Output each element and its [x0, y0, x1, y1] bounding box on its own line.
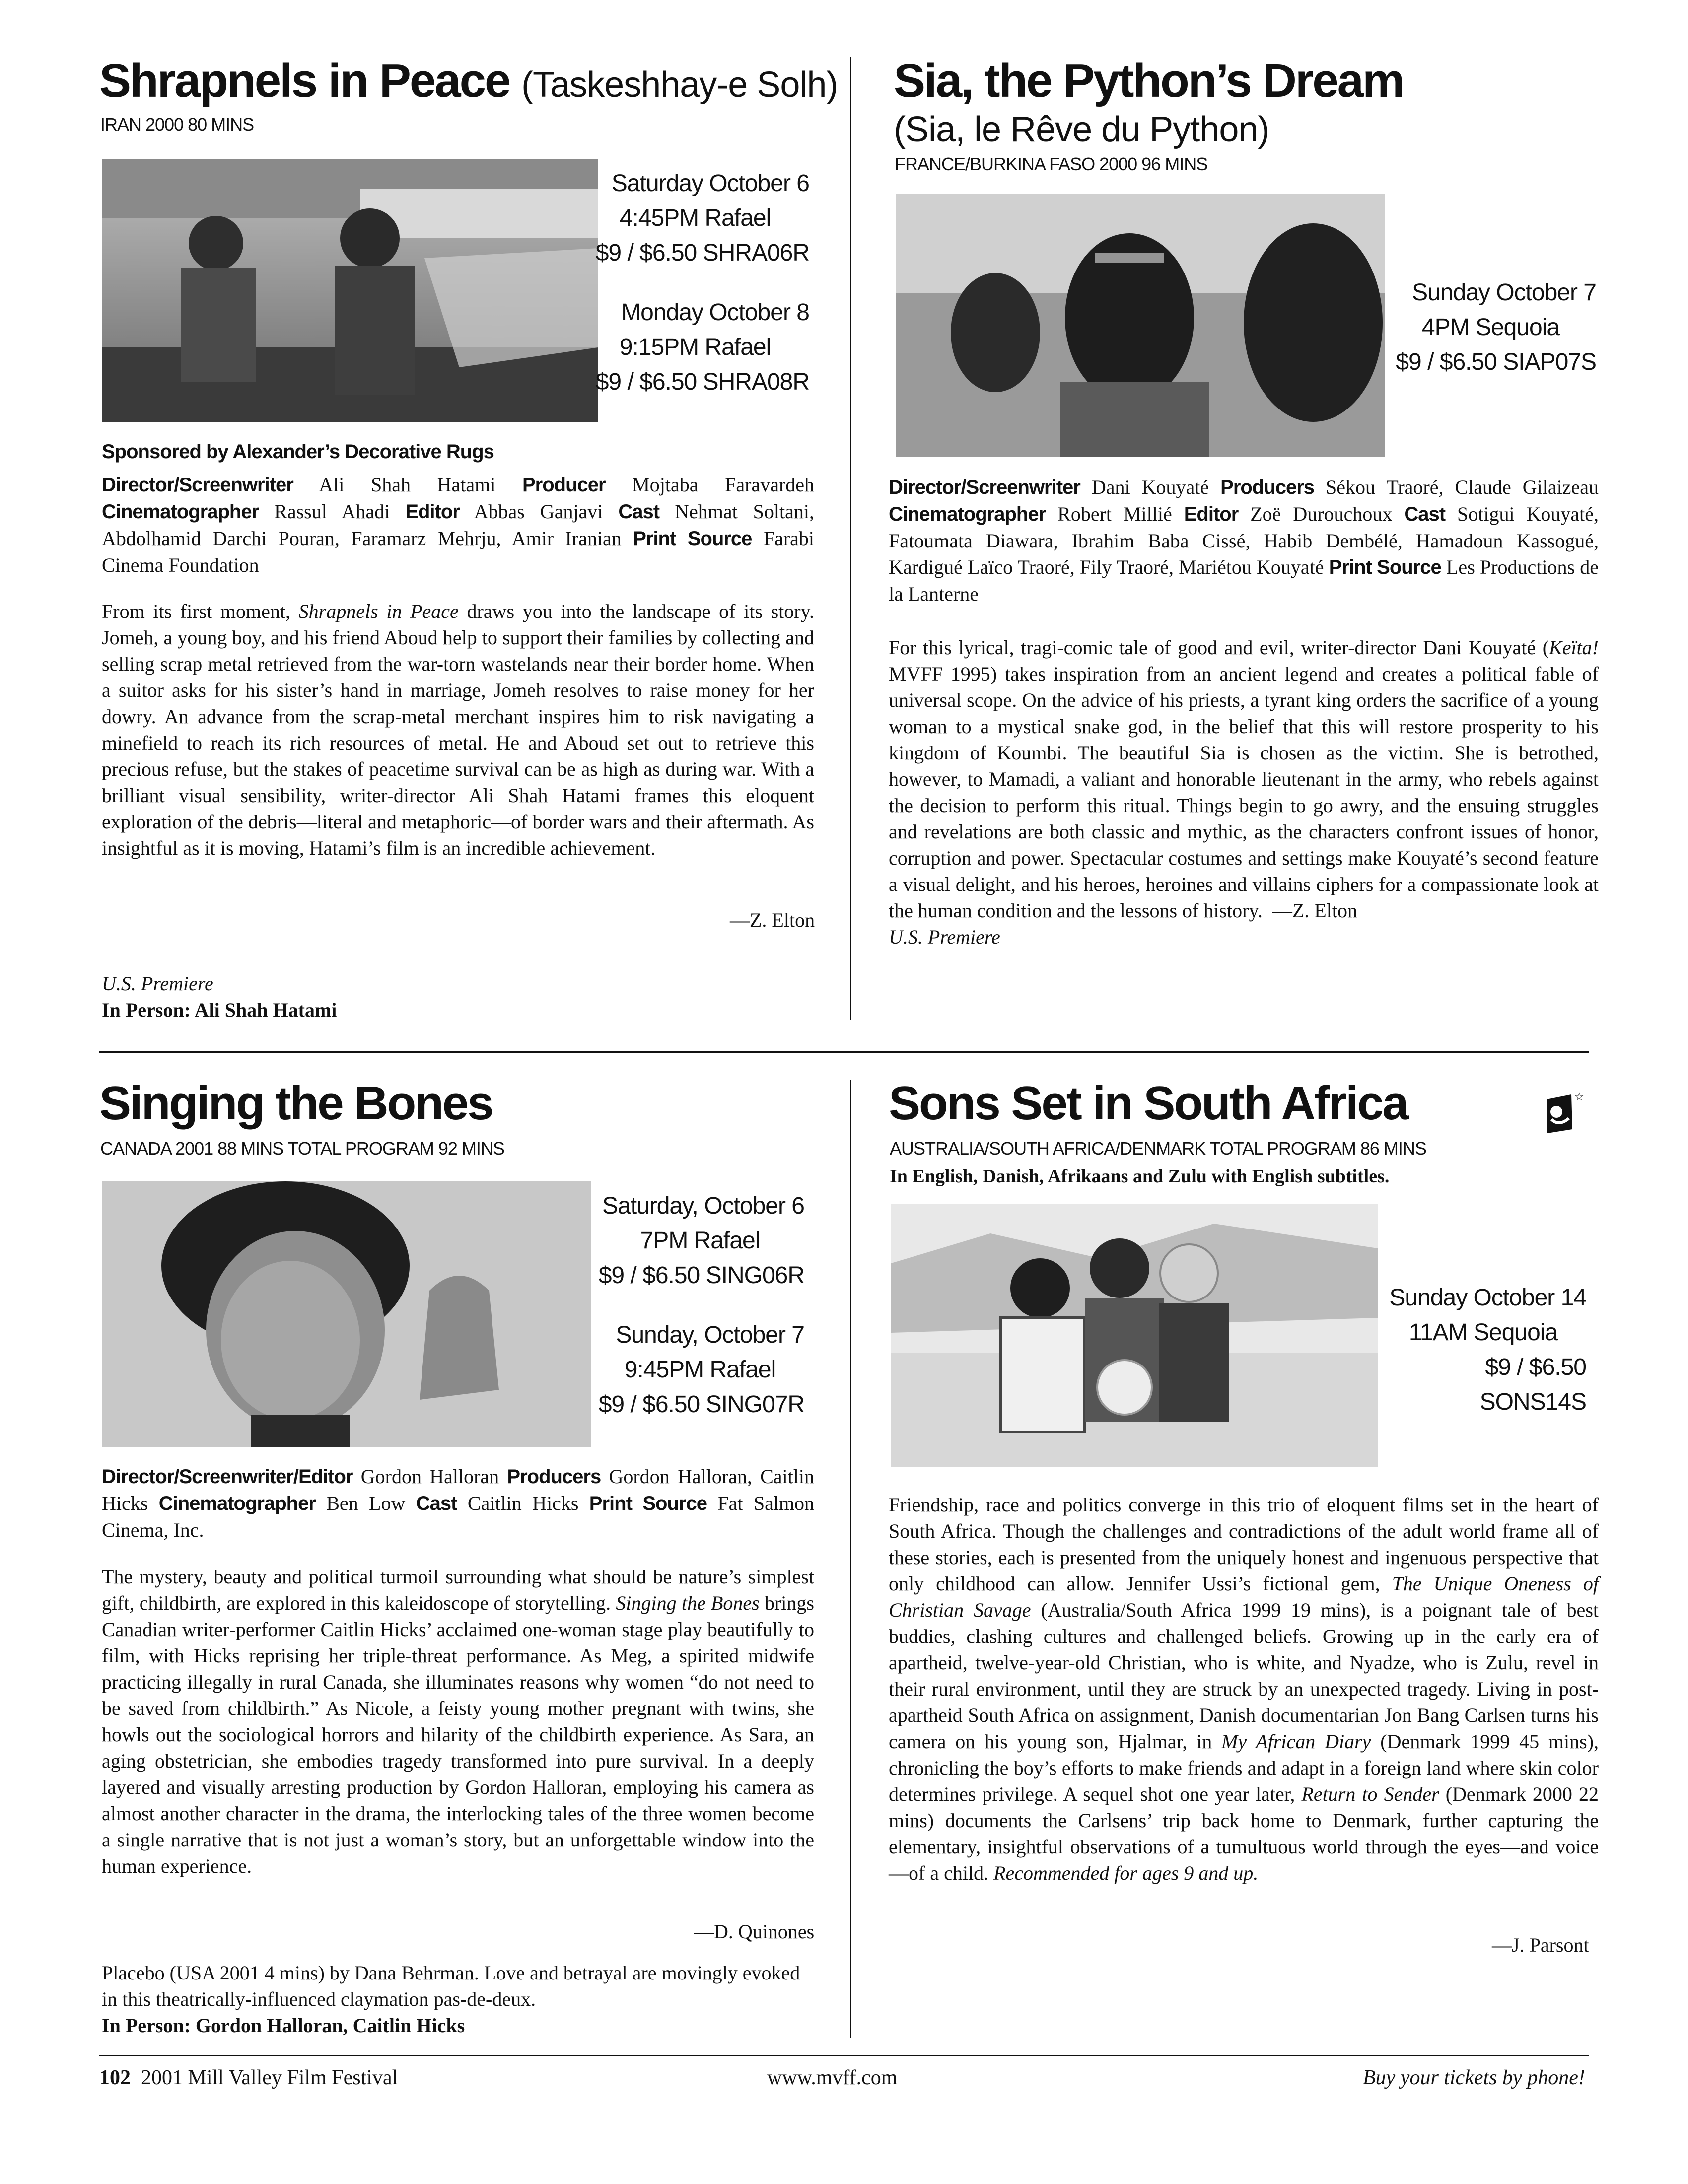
tagline-text: Buy your tickets by phone! — [1363, 2066, 1585, 2089]
credit-names: Rassul Ahadi — [274, 500, 390, 523]
credit-role: Print Source — [1329, 556, 1441, 578]
screening-code[interactable]: $9 / $6.50 SHRA06R — [595, 240, 809, 266]
footer-left — [99, 2066, 398, 2090]
film-still — [896, 194, 1385, 457]
family-film-icon — [1542, 1090, 1584, 1139]
reviewer: —D. Quinones — [694, 1920, 815, 1943]
screening-list — [1385, 275, 1596, 380]
film-credits — [102, 472, 814, 578]
screening-day: Sunday, October 7 — [616, 1322, 804, 1348]
footer-tagline — [1363, 2066, 1585, 2090]
column-divider-top — [850, 57, 851, 1020]
credit-role: Cinematographer — [158, 1493, 316, 1514]
film-still — [102, 159, 598, 422]
screening-code[interactable]: $9 / $6.50 SING06R — [598, 1262, 804, 1289]
film-alt-title: (Sia, le Rêve du Python) — [894, 110, 1269, 149]
screening-time: 9:15PM Rafael — [619, 334, 771, 360]
screening-day: Saturday October 6 — [611, 170, 809, 197]
credit-role: Cinematographer — [889, 503, 1046, 525]
screening-time: 7PM Rafael — [640, 1228, 760, 1254]
sponsor-line: Sponsored by Alexander’s Decorative Rugs — [102, 441, 494, 463]
credit-role: Print Source — [633, 528, 752, 549]
credit-role: Director/Screenwriter — [102, 474, 293, 496]
credit-role: Cast — [1404, 503, 1446, 525]
screening-list — [581, 166, 809, 400]
credit-role: Director/Screenwriter — [889, 477, 1080, 498]
film-title-text: Shrapnels in Peace — [99, 54, 510, 107]
screening-time: 11AM Sequoia — [1408, 1319, 1558, 1346]
film-meta: FRANCE/BURKINA FASO 2000 96 MINS — [895, 154, 1208, 174]
credit-names: Nehmat Soltani, Abdolhamid Darchi Pouran, Faramarz Mehrju, Amir Iranian — [102, 500, 814, 549]
credit-names: Abbas Ganjavi — [474, 500, 603, 523]
reviewer: —Z. Elton — [730, 909, 815, 931]
credit-names: Sotigui Kouyaté, Fatoumata Diawara, Ibrahim Baba Cissé, Habib Dembélé, Hamadoun Kassogué, Kardigué Laïco Traoré, Fily Traoré, Mariétou Kouyaté — [889, 503, 1599, 578]
screening-code[interactable]: $9 / $6.50 SHRA08R — [595, 369, 809, 395]
credit-role: Producers — [1220, 477, 1315, 498]
premiere-label: U.S. Premiere — [102, 972, 213, 995]
credit-names: Gordon Halloran — [360, 1465, 499, 1488]
short-film-note — [102, 1960, 814, 2039]
film-description: The mystery, beauty and political turmoil surrounding what should be nature’s simplest gift, childbirth, are explored in this kaleidoscope of storytelling. Singing the Bones brings Canadian writer-performer Caitlin Hicks’ acclaimed one-woman stage play beautifully to film, with Hicks reprising her triple-threat performance. As Meg, a spirited midwife practicing illegally in rural Canada, she illuminates reasons why women “do not need to be saved from childbirth.” As Nicole, a feisty young mother pregnant with twins, she howls out the sociological horrors and hilarity of the childbirth experience. As Sara, an aging obstetrician, she embodies tragedy transformed into pure survival. In a deeply layered and visually arresting production by Gordon Halloran, employing his camera as almost another character in the drama, the interlocking tales of the three women become a single narrative that is not just a woman’s story, but an unforgettable window into the human experience. — [102, 1566, 814, 1877]
film-title: Sia, the Python’s Dream — [894, 54, 1404, 107]
premiere-label: U.S. Premiere — [889, 926, 1000, 948]
screening-code[interactable]: $9 / $6.50 SING07R — [598, 1391, 804, 1418]
row-divider — [99, 1051, 1589, 1053]
screening-code[interactable]: $9 / $6.50 SIAP07S — [1396, 349, 1596, 375]
film-alt-title: (Taskeshhay-e Solh) — [521, 65, 838, 105]
screening-day: Sunday October 14 — [1389, 1285, 1586, 1311]
credit-role: Cinematographer — [102, 501, 259, 523]
film-meta: CANADA 2001 88 MINS TOTAL PROGRAM 92 MINS — [100, 1138, 504, 1159]
reviewer: —Z. Elton — [1272, 899, 1357, 922]
film-description: Friendship, race and politics converge in this trio of eloquent films set in the heart of South Africa. Though the challenges and contradictions of the adult world frame all of these stories, each is presented from the uniquely honest and ingenuous perspective that only childhood can allow. Jennifer Ussi’s fictional gem, The Unique Oneness of Christian Savage (Australia/South Africa 1999 19 mins), is a poignant tale of best buddies, clashing cultures and challenged beliefs. Growing up in the early era of apartheid, twelve-year-old Christian, who is white, and Nyadze, who is Zulu, revel in their rural environment, until they are struck by an unexpected tragedy. Living in post-apartheid South Africa on assignment, Danish documentarian Jon Bang Carlsen turns his camera on his young son, Hjalmar, in My African Diary (Denmark 1999 45 mins), chronicling the boy’s efforts to make friends and adapt in a foreign land where skin color determines privilege. A sequel shot one year later, Return to Sender (Denmark 2000 22 mins) documents the Carlsens’ trip back home to Denmark, further capturing the elementary, insightful observations of a tumultuous world through the eyes—and voice—of a child. Recommended for ages 9 and up. — [889, 1494, 1599, 1884]
in-person-label: In Person: Gordon Halloran, Caitlin Hicks — [102, 2014, 465, 2037]
credit-names: Caitlin Hicks — [467, 1492, 579, 1514]
film-credits — [889, 474, 1599, 607]
credit-names: Dani Kouyaté — [1091, 476, 1209, 498]
screening-day: Saturday, October 6 — [602, 1193, 804, 1219]
reviewer: —J. Parsont — [1492, 1934, 1589, 1956]
premiere-note — [102, 970, 337, 1023]
credit-names: Ali Shah Hatami — [319, 474, 496, 496]
footer-rule — [99, 2055, 1589, 2056]
credit-names: Les Productions de la Lanterne — [889, 556, 1599, 605]
credit-names: Robert Millié — [1057, 503, 1172, 525]
credit-role: Cast — [416, 1493, 457, 1514]
credit-role: Editor — [405, 501, 460, 523]
festival-name: 2001 Mill Valley Film Festival — [141, 2066, 398, 2089]
credit-role: Producer — [522, 474, 606, 496]
credit-names: Zoë Durouchoux — [1250, 503, 1393, 525]
screening-time: 4:45PM Rafael — [619, 205, 771, 231]
screening-day: Monday October 8 — [621, 299, 809, 326]
film-title: Sons Set in South Africa — [889, 1077, 1407, 1130]
credit-names: Sékou Traoré, Claude Gilaizeau — [1326, 476, 1599, 498]
credit-role: Editor — [1184, 503, 1239, 525]
screening-time: 9:45PM Rafael — [624, 1357, 776, 1383]
svg-text:☆: ☆ — [1574, 1091, 1584, 1103]
film-title — [99, 54, 838, 107]
film-meta: AUSTRALIA/SOUTH AFRICA/DENMARK TOTAL PROGRAM 86 MINS — [890, 1138, 1426, 1159]
film-still — [102, 1181, 591, 1447]
page-number: 102 — [99, 2066, 131, 2089]
screening-code[interactable]: $9 / $6.50 SONS14S — [1479, 1354, 1586, 1415]
screening-list — [596, 1189, 804, 1422]
screening-time: 4PM Sequoia — [1421, 314, 1560, 341]
credit-names: Gordon Halloran, Caitlin Hicks — [102, 1465, 815, 1514]
film-description: From its first moment, Shrapnels in Peace draws you into the landscape of its story. Jomeh, a young boy, and his friend Aboud help to support their families by collecting and selling scrap metal retrieved from the war-torn wastelands near their border home. When a suitor asks for his sister’s hand in marriage, Jomeh resolves to raise money for her dowry. An advance from the scrap-metal merchant inspires him to risk navigating a minefield to reach its rich resources of metal. He and Aboud set out to retrieve this precious refuse, but the stakes of peacetime survival can be as high as during war. With a brilliant visual sensibility, writer-director Ali Shah Hatami frames this eloquent exploration of the debris—literal and metaphoric—of border wars and their aftermath. As insightful as it is moving, Hatami’s film is an incredible achievement. — [102, 600, 814, 859]
film-description — [889, 634, 1599, 950]
credit-names: Mojtaba Faravardeh — [632, 474, 815, 496]
credit-names: Ben Low — [326, 1492, 406, 1514]
credit-role: Print Source — [589, 1493, 707, 1514]
in-person-label: In Person: Ali Shah Hatami — [102, 999, 337, 1021]
column-divider-bottom — [850, 1080, 851, 2038]
screening-day: Sunday October 7 — [1412, 279, 1596, 306]
credit-names: Farabi Cinema Foundation — [102, 527, 815, 576]
screening-list — [1380, 1281, 1586, 1420]
film-credits — [102, 1463, 814, 1543]
credit-role: Director/Screenwriter/Editor — [102, 1466, 353, 1488]
description-text: For this lyrical, tragi-comic tale of good and evil, writer-director Dani Kouyaté (Keïta! MVFF 1995) takes inspiration from an ancient legend and creates a political fable of universal scope. On the advice of his priests, a tyrant king orders the sacrifice of a young woman to a mystical snake god, in the belief that this will restore prosperity to his kingdom of Koumbi. The beautiful Sia is chosen as the victim. She is betrothed, however, to Mamadi, a valiant and honorable lieutenant in the army, who rebels against the decision to perform this ritual. Things begin to go awry, and the ensuing struggles and revelations are both classic and mythic, as the characters confront issues of honor, corruption and power. Spectacular costumes and settings make Kouyaté’s second feature a visual delight, and his heroes, heroines and villains ciphers for a compassionate look at the human condition and the lessons of history. — [889, 636, 1599, 922]
credit-role: Cast — [618, 501, 660, 523]
film-meta: IRAN 2000 80 MINS — [100, 114, 254, 135]
credit-role: Producers — [507, 1466, 601, 1488]
film-title: Singing the Bones — [99, 1077, 492, 1130]
film-still — [891, 1204, 1378, 1467]
short-film-text: Placebo (USA 2001 4 mins) by Dana Behrman. Love and betrayal are movingly evoked in this theatrically-influenced claymation pas-de-deux. — [102, 1962, 800, 2010]
language-note: In English, Danish, Afrikaans and Zulu with English subtitles. — [890, 1166, 1390, 1187]
credit-names: Fat Salmon Cinema, Inc. — [102, 1492, 815, 1541]
footer-url[interactable]: www.mvff.com — [767, 2066, 898, 2089]
